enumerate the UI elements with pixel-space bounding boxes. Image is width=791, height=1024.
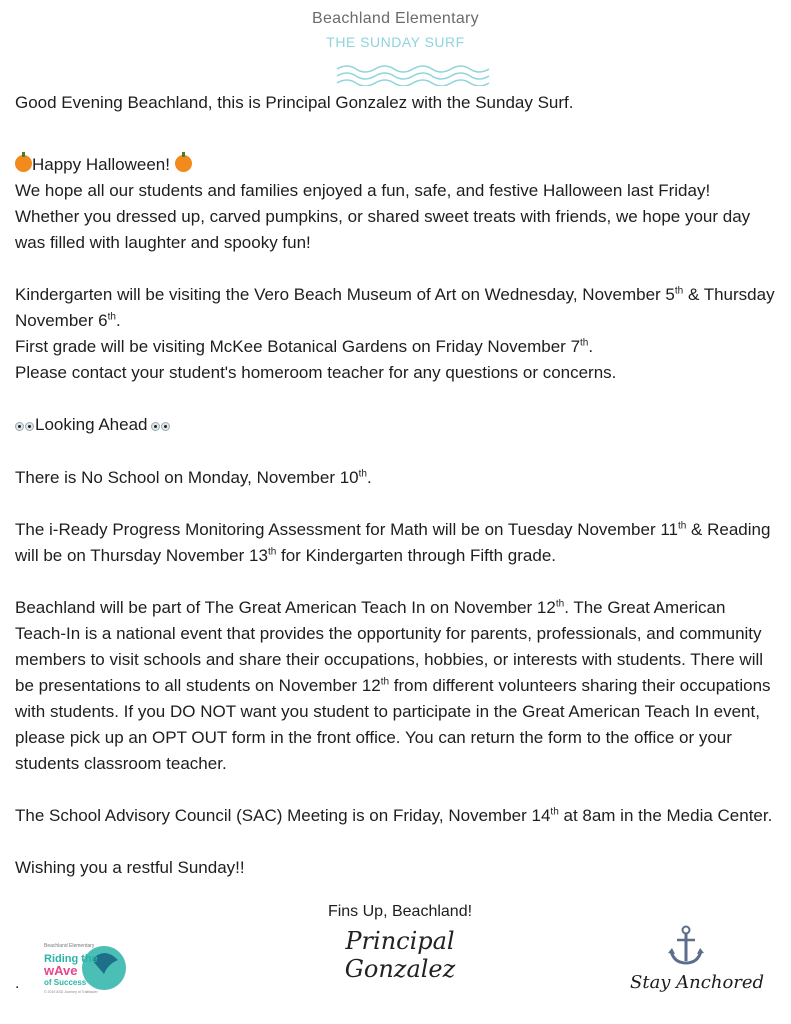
no-school-note: There is No School on Monday, November 10th.	[15, 468, 372, 487]
signature-block	[300, 903, 500, 983]
first-grade-visit: First grade will be visiting McKee Botanical Gardens on Friday November 7th.	[15, 337, 594, 356]
closing-line: Wishing you a restful Sunday!!	[15, 858, 245, 877]
halloween-text: We hope all our students and families enjoyed a fun, safe, and festive Halloween last Friday! Whether you dressed up, carved pumpkins, or shared sweet treats with friends, we hope your day was filled with laughter and spooky fun!	[15, 181, 751, 252]
pumpkin-icon	[175, 155, 192, 172]
logo-top-text: Beachland Elementary	[44, 943, 95, 949]
principal-signature: Principal Gonzalez	[344, 927, 456, 983]
greeting: Good Evening Beachland, this is Principal Gonzalez with the Sunday Surf.	[15, 93, 574, 112]
waves-icon	[335, 64, 491, 86]
eyes-icon	[151, 413, 171, 439]
newsletter-body	[15, 90, 775, 881]
school-name: Beachland Elementary	[312, 10, 479, 27]
anchor-icon	[666, 925, 706, 967]
eyes-icon	[15, 413, 35, 439]
logo-text-riding: Riding the	[44, 953, 98, 965]
stray-dot: .	[15, 975, 20, 992]
kindergarten-visit: Kindergarten will be visiting the Vero Beach Museum of Art on Wednesday, November 5th & Thursday November 6th.	[15, 285, 775, 330]
school-logo	[42, 940, 132, 998]
sac-meeting-note: The School Advisory Council (SAC) Meeting is on Friday, November 14th at 8am in the Media Center.	[15, 806, 773, 825]
logo-text-wave: wAve	[44, 963, 78, 978]
stay-anchored-text: Stay Anchored	[630, 972, 765, 993]
iready-note: The i-Ready Progress Monitoring Assessment for Math will be on Tuesday November 11th & Reading will be on Thursday November 13th for Kindergarten through Fifth grade.	[15, 520, 771, 565]
looking-ahead-heading: Looking Ahead	[15, 412, 775, 439]
fins-up-text: Fins Up, Beachland!	[327, 903, 473, 920]
teach-in-note: Beachland will be part of The Great American Teach In on November 12th. The Great American Teach-In is a national event that provides the opportunity for parents, professionals, and community members to visit schools and share their occupations, hobbies, or interests with students. There will be presentations to all students on November 12th from different volunteers sharing their occupations with students. If you DO NOT want you student to participate in the Great American Teach In event, please pick up an OPT OUT form in the front office. You can return the form to the office or your students classroom teacher.	[15, 598, 771, 773]
newsletter-title: THE SUNDAY SURF	[326, 34, 465, 50]
pumpkin-icon	[15, 155, 32, 172]
logo-text-success: of Success	[44, 978, 87, 987]
logo-small-text: © 2019 ASD Journey of Trailblazer	[44, 990, 98, 994]
halloween-heading: Happy Halloween!	[15, 152, 775, 178]
contact-note: Please contact your student's homeroom teacher for any questions or concerns.	[15, 363, 617, 382]
